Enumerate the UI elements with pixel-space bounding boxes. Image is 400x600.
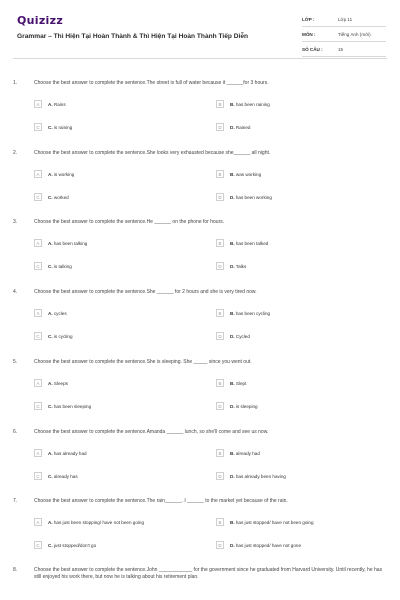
option-letter-box: C — [34, 332, 42, 340]
option-letter-box: D — [216, 402, 224, 410]
option-label: A. — [48, 171, 53, 177]
option-text: already had — [235, 450, 260, 456]
option-text: Talks — [235, 263, 247, 269]
question-number: 2. — [13, 150, 18, 156]
option-label: B. — [230, 101, 235, 107]
option-letter-box: C — [34, 123, 42, 131]
option-text: has been sleeping — [53, 403, 92, 409]
option-c[interactable] — [34, 122, 72, 132]
option-label: C. — [48, 124, 53, 130]
option-b[interactable] — [216, 308, 270, 318]
question-text: Choose the best answer to complete the sentence.Amanda ______ lunch, so she'll come and see us now. — [34, 429, 269, 435]
option-letter-box: C — [34, 193, 42, 201]
option-text: has been working — [235, 194, 272, 200]
option-letter-box: A — [34, 100, 42, 108]
option-letter-box: B — [216, 518, 224, 526]
option-label: D. — [230, 473, 235, 479]
option-label: D. — [230, 124, 235, 130]
option-d[interactable] — [216, 122, 250, 132]
option-label: A. — [48, 519, 53, 525]
option-label: B. — [230, 240, 235, 246]
option-b[interactable] — [216, 378, 246, 388]
option-letter-box: A — [34, 170, 42, 178]
option-letter-box: C — [34, 402, 42, 410]
option-label: C. — [48, 263, 53, 269]
question-number: 3. — [13, 219, 18, 225]
option-text: is sleeping — [235, 403, 258, 409]
option-text: cycles — [53, 310, 67, 316]
meta-value: Lớp 11 — [338, 16, 353, 22]
option-letter-box: B — [216, 100, 224, 108]
option-letter-box: A — [34, 379, 42, 387]
option-text: Cycled — [235, 333, 250, 339]
option-label: C. — [48, 542, 53, 548]
question-text: Choose the best answer to complete the sentence.He ______ on the phone for hours. — [34, 219, 225, 225]
option-text: Slept — [235, 380, 247, 386]
option-label: B. — [230, 171, 235, 177]
option-letter-box: D — [216, 123, 224, 131]
option-text: was working — [235, 171, 262, 177]
option-c[interactable] — [34, 540, 96, 550]
option-text: Rained — [235, 124, 251, 130]
option-letter-box: A — [34, 518, 42, 526]
option-a[interactable] — [34, 308, 67, 318]
option-label: D. — [230, 542, 235, 548]
question-text: Choose the best answer to complete the sentence.She ______ for 2 hours and she is very tired now. — [34, 289, 257, 295]
option-b[interactable] — [216, 517, 314, 527]
option-text: is cycling — [53, 333, 73, 339]
option-label: C. — [48, 473, 53, 479]
option-text: has been talked — [235, 240, 269, 246]
question-text: Choose the best answer to complete the sentence.The rain______. I ______ to the market yet because of the rain. — [34, 498, 288, 504]
option-label: D. — [230, 194, 235, 200]
option-letter-box: A — [34, 449, 42, 457]
option-letter-box: C — [34, 262, 42, 270]
option-label: D. — [230, 263, 235, 269]
option-a[interactable] — [34, 378, 68, 388]
option-label: B. — [230, 519, 235, 525]
option-text: worked — [53, 194, 69, 200]
option-b[interactable] — [216, 169, 261, 179]
option-label: A. — [48, 450, 53, 456]
meta-row-count — [302, 42, 386, 57]
option-text: Rains — [53, 101, 66, 107]
question-number: 4. — [13, 289, 18, 295]
option-label: A. — [48, 240, 53, 246]
option-letter-box: C — [34, 541, 42, 549]
question-number: 6. — [13, 429, 18, 435]
question-text: Choose the best answer to complete the sentence.John ____________ for the government since he graduated from Harvard University. Until recently, he has still enjoyed his work there, but now he is talking about his retirement plan. — [34, 567, 383, 581]
option-letter-box: B — [216, 239, 224, 247]
question-number: 5. — [13, 359, 18, 365]
option-letter-box: C — [34, 472, 42, 480]
option-text: is talking — [53, 263, 72, 269]
option-b[interactable] — [216, 448, 260, 458]
option-label: B. — [230, 310, 235, 316]
question-text: Choose the best answer to complete the sentence.She is sleeping. She _____ since you went out. — [34, 359, 252, 365]
option-letter-box: D — [216, 193, 224, 201]
option-label: B. — [230, 450, 235, 456]
option-text: has just stopped/ have not gone — [235, 542, 302, 548]
meta-row-subject — [302, 27, 386, 42]
option-d[interactable] — [216, 261, 246, 271]
option-d[interactable] — [216, 540, 301, 550]
option-letter-box: D — [216, 262, 224, 270]
option-text: has just stopped/ have not been going — [235, 519, 314, 525]
option-label: C. — [48, 333, 53, 339]
option-text: already has — [53, 473, 78, 479]
option-a[interactable] — [34, 238, 87, 248]
option-label: C. — [48, 194, 53, 200]
option-c[interactable] — [34, 401, 91, 411]
question-number: 7. — [13, 498, 18, 504]
option-text: just stopped/don't go — [53, 542, 97, 548]
option-letter-box: D — [216, 541, 224, 549]
meta-value: 15 — [338, 46, 344, 52]
option-b[interactable] — [216, 238, 268, 248]
option-a[interactable] — [34, 99, 66, 109]
option-d[interactable] — [216, 401, 258, 411]
option-text: is working — [53, 171, 75, 177]
worksheet-title: Grammar – Thì Hiện Tại Hoàn Thành & Thì Hiện Tại Hoàn Thành Tiếp Diễn — [17, 33, 249, 40]
header-divider — [13, 58, 387, 59]
option-text: has already been having — [235, 473, 286, 479]
quizizz-logo: Quizizz — [17, 14, 64, 27]
option-label: C. — [48, 403, 53, 409]
option-label: A. — [48, 310, 53, 316]
option-c[interactable] — [34, 471, 78, 481]
option-letter-box: B — [216, 309, 224, 317]
option-label: D. — [230, 403, 235, 409]
option-d[interactable] — [216, 471, 286, 481]
option-d[interactable] — [216, 192, 272, 202]
option-label: A. — [48, 380, 53, 386]
option-c[interactable] — [34, 261, 72, 271]
option-letter-box: B — [216, 379, 224, 387]
option-text: has been talking — [53, 240, 88, 246]
option-text: has just been stopping/ have not been going — [53, 519, 145, 525]
meta-label: LỚP : — [302, 16, 315, 22]
option-letter-box: A — [34, 309, 42, 317]
option-b[interactable] — [216, 99, 270, 109]
option-label: D. — [230, 333, 235, 339]
option-text: has been raining — [235, 101, 270, 107]
option-d[interactable] — [216, 331, 250, 341]
option-c[interactable] — [34, 192, 69, 202]
option-a[interactable] — [34, 169, 74, 179]
option-label: A. — [48, 101, 53, 107]
question-number: 8. — [13, 567, 18, 573]
option-letter-box: D — [216, 472, 224, 480]
option-text: Sleeps — [53, 380, 68, 386]
meta-value: Tiếng Anh (mới) — [338, 31, 371, 37]
option-letter-box: D — [216, 332, 224, 340]
question-text: Choose the best answer to complete the sentence.She looks very exhausted because she______ all night. — [34, 150, 271, 156]
option-a[interactable] — [34, 448, 87, 458]
option-text: has already had — [53, 450, 87, 456]
option-letter-box: A — [34, 239, 42, 247]
meta-row-class — [302, 12, 386, 27]
question-number: 1. — [13, 80, 18, 86]
option-label: B. — [230, 380, 235, 386]
option-letter-box: B — [216, 170, 224, 178]
option-c[interactable] — [34, 331, 73, 341]
option-letter-box: B — [216, 449, 224, 457]
worksheet-meta — [302, 12, 386, 57]
option-a[interactable] — [34, 517, 144, 527]
question-text: Choose the best answer to complete the sentence.The street is full of water because it ______for 3 hours. — [34, 80, 269, 86]
meta-label: SỐ CÂU : — [302, 46, 323, 52]
option-text: is raining — [53, 124, 73, 130]
meta-label: MÔN : — [302, 31, 316, 37]
option-text: has been cycling — [235, 310, 271, 316]
